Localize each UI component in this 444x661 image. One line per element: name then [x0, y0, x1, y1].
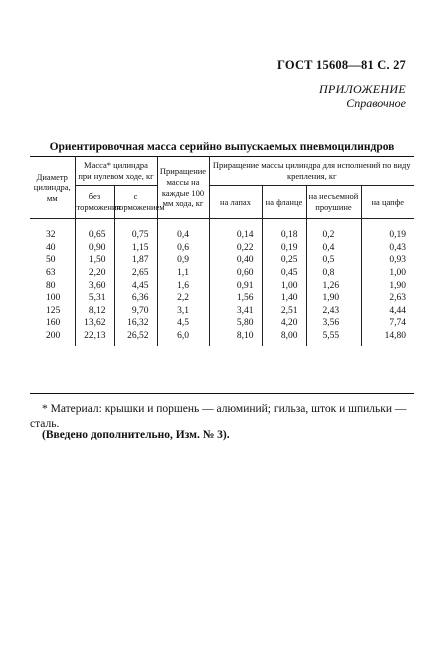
- cell-mass-with-brake: 0,75: [114, 219, 157, 242]
- cell-diameter: 63: [30, 267, 75, 280]
- cell-diameter: 50: [30, 254, 75, 267]
- cell-mount-flange: 0,45: [262, 267, 306, 280]
- cell-mass-with-brake: 1,15: [114, 242, 157, 255]
- cell-mount-feet: 3,41: [209, 305, 262, 318]
- table-row: [30, 242, 414, 255]
- table-title: Ориентировочная масса серийно выпускаемых пневмоцилиндров: [49, 141, 395, 153]
- header-mass-group: Масса* цилиндра при нулевом ходе, кг: [75, 157, 157, 186]
- cell-mount-fixed-eye: 0,4: [306, 242, 361, 255]
- header-mount-feet: на лапах: [209, 186, 262, 219]
- cell-increment: 4,5: [157, 317, 209, 330]
- cell-mount-flange: 2,51: [262, 305, 306, 318]
- cell-mount-fixed-eye: 0,2: [306, 219, 361, 242]
- cell-increment: 1,6: [157, 279, 209, 292]
- cell-diameter: 32: [30, 219, 75, 242]
- cell-mount-feet: 0,22: [209, 242, 262, 255]
- cell-mass-without-brake: 5,31: [75, 292, 114, 305]
- header-mount-pin: на цапфе: [361, 186, 414, 219]
- cell-mount-feet: 0,60: [209, 267, 262, 280]
- table-row: [30, 254, 414, 267]
- cell-mount-fixed-eye: 3,56: [306, 317, 361, 330]
- cell-increment: 3,1: [157, 305, 209, 318]
- footnote: * Материал: крышки и поршень — алюминий; гильза, шток и шпильки — сталь.: [30, 403, 407, 430]
- cell-mount-pin: 1,90: [361, 279, 414, 292]
- cell-diameter: 40: [30, 242, 75, 255]
- cell-mass-without-brake: 22,13: [75, 330, 114, 347]
- cell-diameter: 160: [30, 317, 75, 330]
- cell-mass-without-brake: 8,12: [75, 305, 114, 318]
- cell-mass-with-brake: 6,36: [114, 292, 157, 305]
- cell-increment: 0,6: [157, 242, 209, 255]
- cell-mass-with-brake: 4,45: [114, 279, 157, 292]
- cell-mount-flange: 1,00: [262, 279, 306, 292]
- cell-mount-flange: 0,19: [262, 242, 306, 255]
- cell-mass-without-brake: 0,65: [75, 219, 114, 242]
- cell-mount-pin: 7,74: [361, 317, 414, 330]
- cell-mount-flange: 1,40: [262, 292, 306, 305]
- cell-mount-fixed-eye: 2,43: [306, 305, 361, 318]
- document-reference: ГОСТ 15608—81 С. 27: [277, 58, 406, 72]
- cell-mass-without-brake: 1,50: [75, 254, 114, 267]
- cell-mount-pin: 1,00: [361, 267, 414, 280]
- header-mount-fixed-eye: на несъемной проушине: [306, 186, 361, 219]
- cell-mass-with-brake: 16,32: [114, 317, 157, 330]
- header-mount-flange: на фланце: [262, 186, 306, 219]
- table-bottom-rule: [30, 393, 414, 394]
- cell-diameter: 200: [30, 330, 75, 347]
- cell-increment: 0,4: [157, 219, 209, 242]
- table-row: [30, 279, 414, 292]
- cell-diameter: 100: [30, 292, 75, 305]
- cell-mount-feet: 1,56: [209, 292, 262, 305]
- cell-mount-feet: 5,80: [209, 317, 262, 330]
- appendix-label: ПРИЛОЖЕНИЕ: [319, 82, 406, 96]
- cell-mount-pin: 0,43: [361, 242, 414, 255]
- table-row: [30, 305, 414, 318]
- cell-mount-flange: 8,00: [262, 330, 306, 347]
- cell-increment: 1,1: [157, 267, 209, 280]
- cell-increment: 2,2: [157, 292, 209, 305]
- appendix-status: Справочное: [346, 96, 406, 110]
- cell-mount-fixed-eye: 0,8: [306, 267, 361, 280]
- header-mount-group: Приращение массы цилиндра для исполнений по виду крепления, кг: [209, 157, 414, 186]
- table-row: [30, 292, 414, 305]
- cell-mass-without-brake: 3,60: [75, 279, 114, 292]
- cell-mount-pin: 2,63: [361, 292, 414, 305]
- cell-mount-pin: 4,44: [361, 305, 414, 318]
- table-row: [30, 317, 414, 330]
- table-row: [30, 330, 414, 347]
- header-mass-with-brake: с торможением: [114, 186, 157, 219]
- header-increment-100mm: Приращение массы на каждые 100 мм хода, кг: [157, 157, 209, 219]
- cell-mount-fixed-eye: 0,5: [306, 254, 361, 267]
- cell-mount-flange: 0,18: [262, 219, 306, 242]
- cell-mass-with-brake: 9,70: [114, 305, 157, 318]
- mass-table: [30, 156, 414, 346]
- cell-mass-without-brake: 0,90: [75, 242, 114, 255]
- cell-mount-pin: 0,19: [361, 219, 414, 242]
- header-diameter: Диаметр цилиндра, мм: [30, 157, 75, 219]
- cell-mount-feet: 0,14: [209, 219, 262, 242]
- cell-mass-with-brake: 1,87: [114, 254, 157, 267]
- cell-increment: 0,9: [157, 254, 209, 267]
- amendment-note: (Введено дополнительно, Изм. № 3).: [42, 429, 230, 441]
- cell-mount-flange: 0,25: [262, 254, 306, 267]
- cell-mount-fixed-eye: 5,55: [306, 330, 361, 347]
- cell-mass-with-brake: 2,65: [114, 267, 157, 280]
- cell-mass-without-brake: 2,20: [75, 267, 114, 280]
- cell-diameter: 125: [30, 305, 75, 318]
- table-row: [30, 267, 414, 280]
- cell-mount-fixed-eye: 1,90: [306, 292, 361, 305]
- header-mass-without-brake: без торможения: [75, 186, 114, 219]
- table-row: [30, 219, 414, 242]
- cell-mount-flange: 4,20: [262, 317, 306, 330]
- cell-diameter: 80: [30, 279, 75, 292]
- cell-mount-feet: 0,40: [209, 254, 262, 267]
- cell-mount-pin: 0,93: [361, 254, 414, 267]
- cell-mount-feet: 8,10: [209, 330, 262, 347]
- cell-mount-fixed-eye: 1,26: [306, 279, 361, 292]
- cell-mount-feet: 0,91: [209, 279, 262, 292]
- cell-mass-with-brake: 26,52: [114, 330, 157, 347]
- cell-increment: 6,0: [157, 330, 209, 347]
- cell-mass-without-brake: 13,62: [75, 317, 114, 330]
- cell-mount-pin: 14,80: [361, 330, 414, 347]
